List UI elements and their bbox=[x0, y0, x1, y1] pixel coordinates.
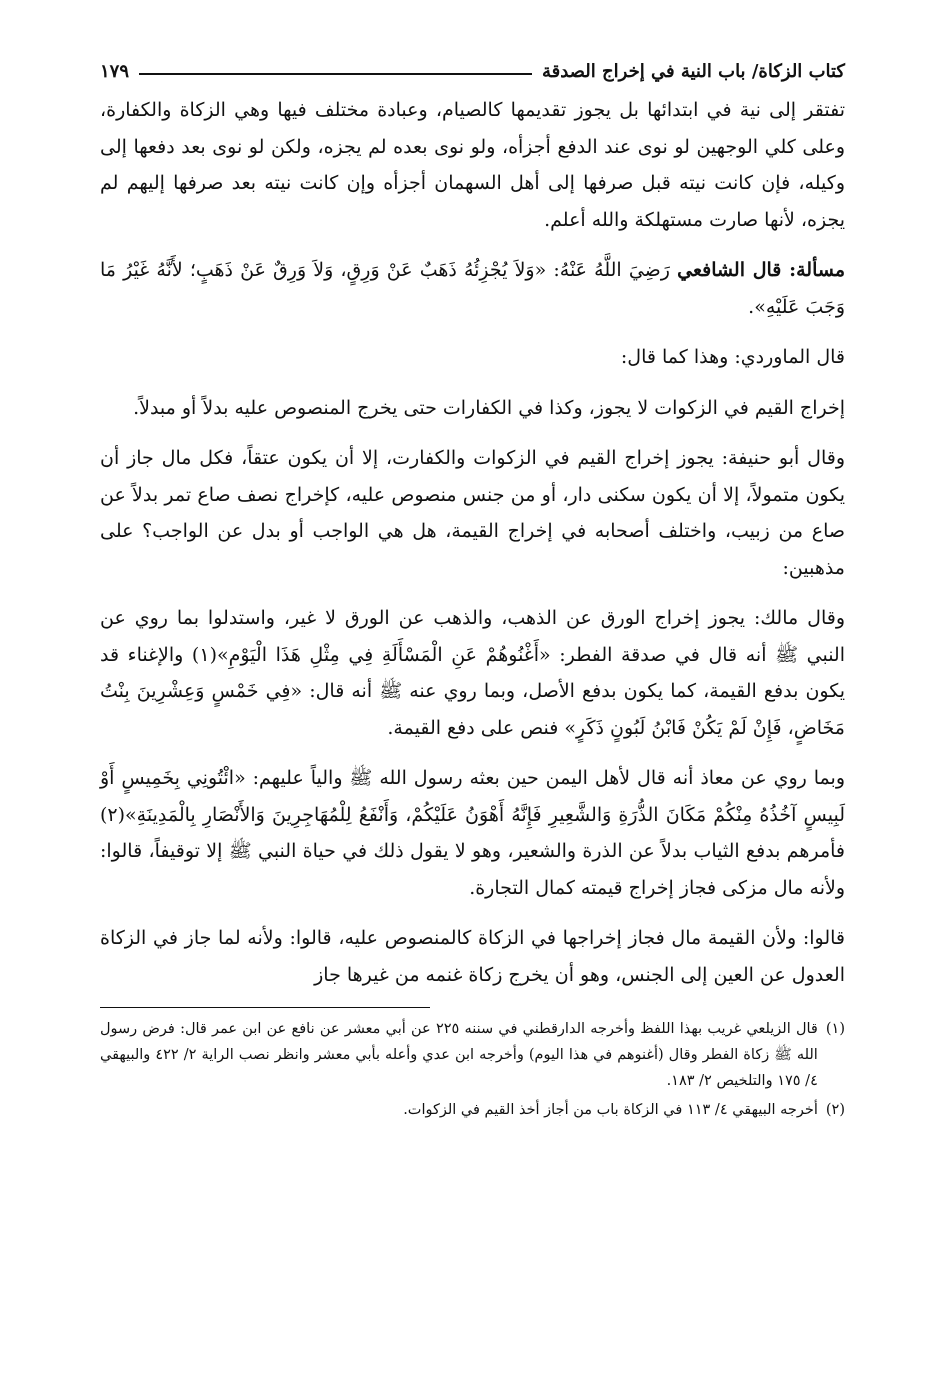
page-number: ١٧٩ bbox=[100, 60, 130, 82]
issue-label: مسألة: قال الشافعي bbox=[677, 259, 845, 281]
paragraph bbox=[100, 390, 845, 427]
footnote bbox=[100, 1097, 845, 1123]
footnote bbox=[100, 1016, 845, 1094]
paragraph-text: تفتقر إلى نية في ابتدائها بل يجوز تقديمها كالصيام، وعبادة مختلف فيها وهي الزكاة والكفارة، وعلى كلي الوجهين لو نوى عند الدفع أجزأه، ولو نوى بعده لم يجزه، ولكن لو نوى بعد دفعها إلى وكيله، فإن كانت نيته قبل صرفها إلى أهل السهمان أجزأه وإن كانت نيته بعد صرفها إليهم لم يجزه، لأنها صارت مستهلكة والله أعلم. bbox=[100, 99, 845, 231]
paragraph-text: قال الماوردي: وهذا كما قال: bbox=[620, 346, 845, 368]
header-rule bbox=[139, 73, 532, 75]
footnote-number: (٢) bbox=[825, 1102, 845, 1118]
footnotes bbox=[100, 1016, 845, 1123]
running-title: كتاب الزكاة/ باب النية في إخراج الصدقة bbox=[541, 60, 845, 82]
footnote-divider bbox=[100, 1007, 430, 1008]
paragraph bbox=[100, 920, 845, 993]
paragraph bbox=[100, 339, 845, 376]
footnote-text: أخرجه البيهقي ٤/ ١١٣ في الزكاة باب من أجاز أخذ القيم في الزكوات. bbox=[403, 1102, 818, 1118]
footnote-number: (١) bbox=[825, 1021, 845, 1037]
page-header bbox=[100, 52, 845, 92]
paragraph-text: وقال مالك: يجوز إخراج الورق عن الذهب، والذهب عن الورق لا غير، واستدلوا بما روي عن النبي ﷺ أنه قال في صدقة الفطر: «أَغْنُوهُمْ عَنِ الْمَسْأَلَةِ فِي مِثْلِ هَذَا الْيَوْمِ»(١) والإغناء قد يكون بدفع القيمة، كما يكون بدفع الأصل، وبما روي عنه ﷺ أنه قال: «فِي خَمْسٍ وَعِشْرِينَ بِنْتُ مَخَاضٍ، فَإِنْ لَمْ يَكُنْ فَابْنُ لَبُونٍ ذَكَرٍ» فنص على دفع القيمة. bbox=[100, 607, 845, 739]
paragraph bbox=[100, 440, 845, 586]
paragraph-text: قالوا: ولأن القيمة مال فجاز إخراجها في الزكاة كالمنصوص عليه، قالوا: ولأنه لما جاز في الزكاة العدول عن العين إلى الجنس، وهو أن يخرج زكاة غنمه من غيرها جاز bbox=[100, 927, 845, 986]
paragraph bbox=[100, 92, 845, 238]
paragraph-text: وقال أبو حنيفة: يجوز إخراج القيم في الزكوات والكفارت، إلا أن يكون عتقاً، فكل مال جاز أن يكون متمولاً، إلا أن يكون سكنى دار، أو من جنس منصوص عليه، كإخراج نصف صاع تمر بدلاً عن صاع من زبيب، واختلف أصحابه في إخراج القيمة، هل هي الواجب أو بدل عن الواجب؟ على مذهبين: bbox=[100, 447, 845, 579]
paragraph bbox=[100, 760, 845, 906]
paragraph bbox=[100, 252, 845, 325]
paragraph-text: إخراج القيم في الزكوات لا يجوز، وكذا في الكفارات حتى يخرج المنصوص عليه بدلاً أو مبدلاً. bbox=[133, 396, 845, 419]
book-page bbox=[100, 52, 845, 1126]
paragraph-text: وبما روي عن معاذ أنه قال لأهل اليمن حين بعثه رسول الله ﷺ والياً عليهم: «ائْتُونِي بِخَمِيسٍ أَوْ لَبِيسٍ آخُذُهُ مِنْكُمْ مَكَانَ الذُّرَةِ وَالشَّعِيرِ فَإِنَّهُ أَهْوَنُ عَلَيْكُمْ، وَأَنْفَعُ لِلْمُهَاجِرِينَ وَالأَنْصَارِ بِالْمَدِينَةِ»(٢) فأمرهم بدفع الثياب بدلاً عن الذرة والشعير، وهو لا يقول ذلك في حياة النبي ﷺ إلا توقيفاً، قالوا: ولأنه مال مزكى فجاز إخراج قيمته كمال التجارة. bbox=[100, 767, 846, 899]
paragraph-text: رَضِيَ اللَّهُ عَنْهُ: «وَلاَ يُجْزِئُهُ ذَهَبٌ عَنْ وَرِقٍ، وَلاَ وَرِقٌ عَنْ ذَهَبٍ؛ لأَنَّهُ غَيْرُ مَا وَجَبَ عَلَيْهِ». bbox=[100, 259, 845, 318]
paragraph bbox=[100, 600, 845, 746]
footnote-text: قال الزيلعي غريب بهذا اللفظ وأخرجه الدارقطني في سننه ٢٢٥ عن أبي معشر عن نافع عن ابن عمر قال: فرض رسول الله ﷺ زكاة الفطر وقال (أغنوهم في هذا اليوم) وأخرجه ابن عدي وأعله بأبي معشر وانظر نصب الراية ٢/ ٤٢٢ والبيهقي ٤/ ١٧٥ والتلخيص ٢/ ١٨٣. bbox=[100, 1021, 818, 1089]
